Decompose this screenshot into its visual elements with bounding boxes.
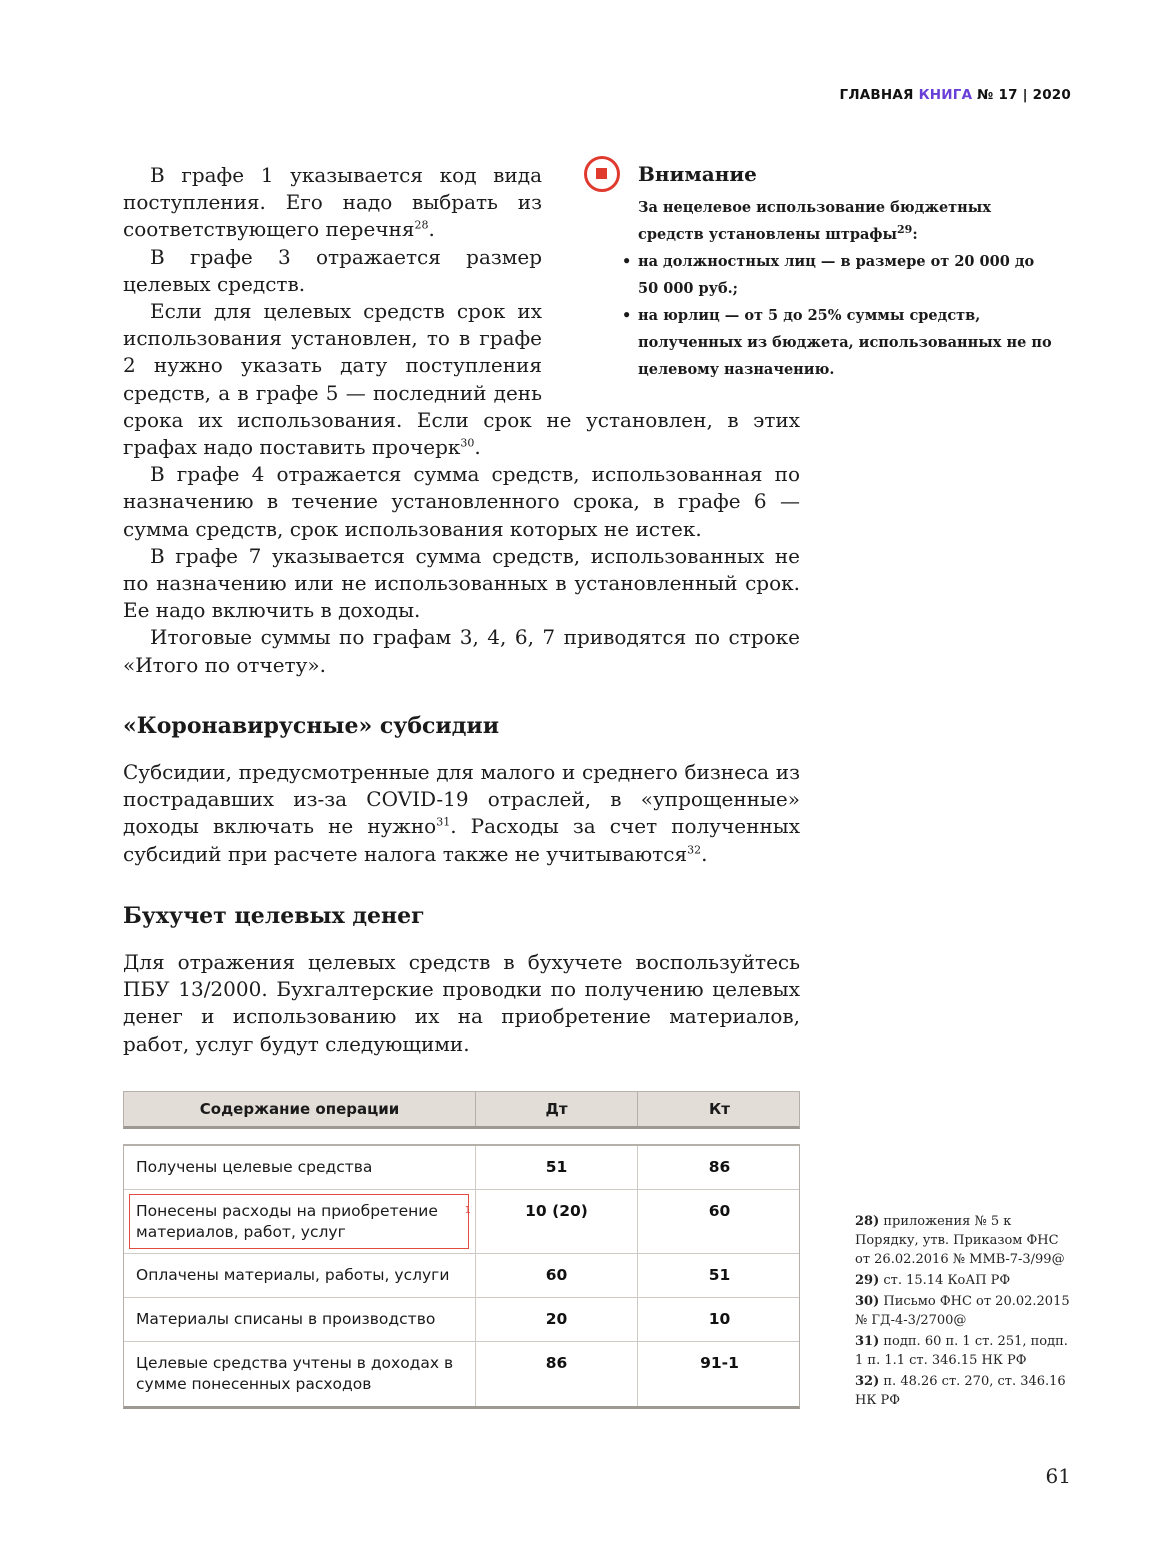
- callout-lead-ref: 29: [897, 223, 913, 237]
- footnote: 29) ст. 15.14 КоАП РФ: [855, 1273, 1011, 1288]
- paragraph: Итоговые суммы по графам 3, 4, 6, 7 приводятся по строке «Итого по отчету».: [123, 625, 800, 677]
- table-header: [123, 1091, 800, 1129]
- column-header: Дт: [476, 1092, 638, 1126]
- callout-title: Внимание: [638, 162, 757, 186]
- paragraph: В графе 4 отражается сумма средств, использованная по назначению в течение установленного срока, в графе 6 — сумма средств, срок использования которых не истек.: [123, 462, 800, 541]
- footnote: 32) п. 48.26 ст. 270, ст. 346.16 НК РФ: [855, 1374, 1066, 1408]
- table-row: Материалы списаны в производство 20 10: [124, 1298, 799, 1342]
- table-row: Оплачены материалы, работы, услуги 60 51: [124, 1254, 799, 1298]
- highlight-marker: 1: [464, 1205, 471, 1216]
- section-text: [123, 162, 800, 679]
- highlight-frame: [129, 1194, 469, 1249]
- column-header: Кт: [709, 1100, 730, 1118]
- running-header: [840, 87, 1071, 103]
- entries-table: [123, 1091, 800, 1409]
- table-row: 1 Понесены расходы на приобретение материалов, работ, услуг 10 (20) 60: [124, 1190, 799, 1254]
- footnote: 31) подп. 60 п. 1 ст. 251, подп. 1 п. 1.1 ст. 346.15 НК РФ: [855, 1334, 1068, 1368]
- callout-item: • на юрлиц — от 5 до 25% суммы средств, полученных из бюджета, использованных не по целевому назначению.: [624, 302, 1058, 383]
- callout-item: • на должностных лиц — в размере от 20 000 до 50 000 руб.;: [624, 248, 1058, 302]
- brand-main: ГЛАВНАЯ: [839, 87, 914, 103]
- section-heading-accounting: Бухучет целевых денег: [123, 903, 425, 929]
- paragraph: В графе 7 указывается сумма средств, использованных не по назначению или не использованных в установленный срок. Ее надо включить в доходы.: [123, 543, 800, 623]
- paragraph: В графе 1 указывается код вида поступления. Его надо выбрать из соответствующего перечня$^{28}$.: [123, 163, 542, 242]
- page-number: 61: [1045, 1464, 1071, 1488]
- footnote: 28) приложения № 5 к Порядку, утв. Приказом ФНС от 26.02.2016 № ММВ-7-3/99@: [855, 1214, 1065, 1267]
- table-row: Целевые средства учтены в доходах в сумме понесенных расходов 86 91-1: [124, 1342, 799, 1406]
- paragraph: Если для целевых средств срок их использования установлен, то в графе 2 нужно указать дату поступления средств, а в графе 5 — последний день срока их использования. Если срок не установлен, в этих графах надо поставить прочерк$^{30}$.: [123, 299, 800, 460]
- accounting-text: Для отражения целевых средств в бухучете воспользуйтесь ПБУ 13/2000. Бухгалтерские проводки по получению целевых денег и использованию их на приобретение материалов, работ, услуг будут следующими.: [123, 950, 800, 1056]
- callout-body: За нецелевое использование бюджетных средств установлены штрафы$^{29}$: • на должностных лиц — в размере от 20 000 до 50 000 руб.; • на юрлиц — от 5 до 25% суммы средств, полученных из бюджета, использованных не по целевому назначению.: [638, 194, 1058, 383]
- issue-number: № 17 | 2020: [977, 87, 1071, 103]
- callout-lead: За нецелевое использование бюджетных средств установлены штрафы: [638, 199, 991, 243]
- table-body: [123, 1144, 800, 1409]
- table-row: Получены целевые средства 51 86: [124, 1146, 799, 1190]
- brand-accent: КНИГА: [918, 87, 973, 103]
- footnote: 30) Письмо ФНС от 20.02.2015 № ГД-4-3/2700@: [855, 1294, 1070, 1328]
- column-header: Содержание операции: [124, 1092, 476, 1126]
- section-heading-covid: «Коронавирусные» субсидии: [123, 713, 500, 739]
- covid-text: Субсидии, предусмотренные для малого и среднего бизнеса из пострадавших из-за COVID-19 отраслей, в «упрощенные» доходы включать не нужно$^{31}$. Расходы за счет полученных субсидий при расчете налога также не учитываются$^{32}$.: [123, 760, 800, 866]
- paragraph: В графе 3 отражается размер целевых средств.: [123, 244, 542, 296]
- footnotes: [855, 1212, 1075, 1412]
